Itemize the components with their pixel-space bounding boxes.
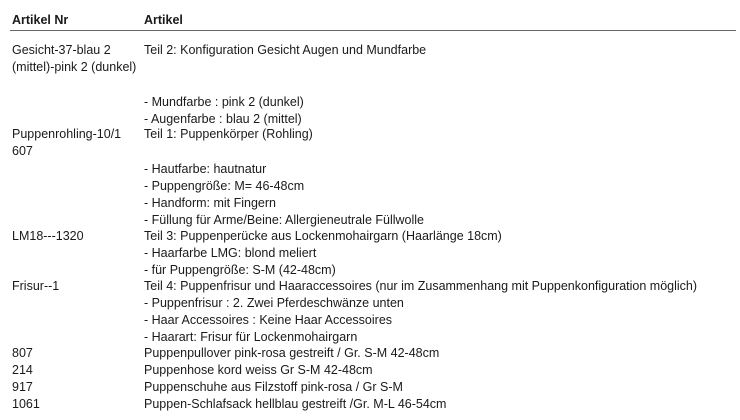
article-description-cell: Teil 1: Puppenkörper (Rohling) [144,127,313,141]
article-description-cell: Puppenhose kord weiss Gr S-M 42-48cm [144,363,373,377]
article-description-cell: Puppenpullover pink-rosa gestreift / Gr. S-M 42-48cm [144,346,440,360]
article-number-cell: 807 [12,346,33,360]
article-number-cell: 917 [12,380,33,394]
article-number-cell: LM18---1320 [12,229,84,243]
article-description-cell: Teil 3: Puppenperücke aus Lockenmohairgarn (Haarlänge 18cm) [144,229,502,243]
article-description-cell: - Füllung für Arme/Beine: Allergieneutrale Füllwolle [144,213,424,227]
article-number-cell: Frisur--1 [12,279,60,293]
article-description-cell: - Mundfarbe : pink 2 (dunkel) [144,95,304,109]
article-description-cell: - Puppenfrisur : 2. Zwei Pferdeschwänze unten [144,296,404,310]
column-header-artikel: Artikel [144,13,183,27]
article-description-cell: Teil 4: Puppenfrisur und Haaraccessoires (nur im Zusammenhang mit Puppenkonfiguration möglich) [144,279,698,293]
article-description-cell: - Puppengröße: M= 46-48cm [144,179,305,193]
article-number-cell: Puppenrohling-10/1 607 [12,127,122,158]
article-description-cell: Puppenschuhe aus Filzstoff pink-rosa / Gr S-M [144,380,403,394]
article-description-cell: - Haarart: Frisur für Lockenmohairgarn [144,330,358,344]
article-number-cell: 1061 [12,397,40,411]
column-header-artikel-nr: Artikel Nr [12,13,69,27]
article-description-cell: - Augenfarbe : blau 2 (mittel) [144,112,302,126]
article-number-cell: Gesicht-37-blau 2 (mittel)-pink 2 (dunkel) [12,43,137,74]
article-number-cell: 214 [12,363,33,377]
article-description-cell: - Handform: mit Fingern [144,196,276,210]
header-divider [10,30,736,31]
article-description-cell: - für Puppengröße: S-M (42-48cm) [144,263,336,277]
article-description-cell: - Haarfarbe LMG: blond meliert [144,246,317,260]
article-description-cell: - Hautfarbe: hautnatur [144,162,267,176]
article-description-cell: - Haar Accessoires : Keine Haar Accessoires [144,313,393,327]
article-description-cell: Puppen-Schlafsack hellblau gestreift /Gr. M-L 46-54cm [144,397,447,411]
article-description-cell: Teil 2: Konfiguration Gesicht Augen und Mundfarbe [144,43,427,57]
